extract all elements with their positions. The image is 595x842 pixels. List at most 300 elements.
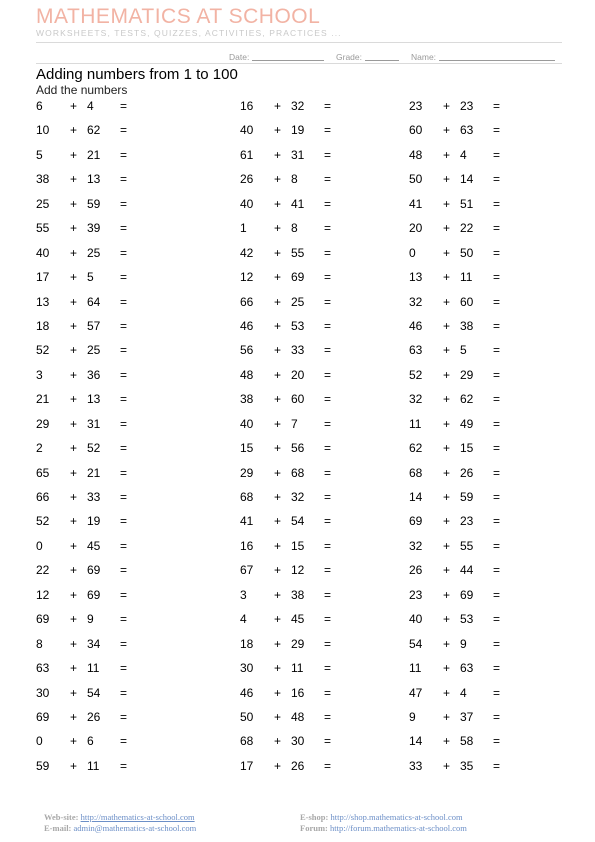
addend-b: 30 xyxy=(291,734,305,749)
equals-sign: = xyxy=(120,490,128,504)
addend-b: 33 xyxy=(87,490,101,504)
addend-a: 41 xyxy=(409,196,423,211)
addend-a: 20 xyxy=(409,221,423,236)
equals-sign: = xyxy=(493,514,501,529)
plus-sign: + xyxy=(443,465,451,480)
plus-sign: + xyxy=(443,709,451,724)
plus-sign: + xyxy=(443,172,451,187)
addend-a: 55 xyxy=(36,221,50,236)
addend-b: 25 xyxy=(87,245,101,260)
grade-field[interactable] xyxy=(336,51,399,62)
addend-b: 8 xyxy=(291,221,298,236)
eshop-label: E-shop: xyxy=(300,812,329,822)
addend-a: 14 xyxy=(409,490,423,504)
addend-a: 67 xyxy=(240,563,254,578)
plus-sign: + xyxy=(70,441,78,456)
addend-b: 31 xyxy=(87,416,101,431)
addend-a: 56 xyxy=(240,343,254,358)
plus-sign: + xyxy=(443,538,451,553)
addend-a: 22 xyxy=(36,563,50,578)
addend-a: 11 xyxy=(409,661,422,676)
plus-sign: + xyxy=(274,245,282,260)
addend-b: 36 xyxy=(87,367,101,382)
addend-a: 23 xyxy=(409,587,423,602)
addend-b: 54 xyxy=(291,514,305,529)
equals-sign: = xyxy=(120,563,128,578)
equals-sign: = xyxy=(324,318,332,333)
addend-b: 5 xyxy=(460,343,467,358)
addend-a: 32 xyxy=(409,538,423,553)
equals-sign: = xyxy=(324,685,332,700)
addend-a: 40 xyxy=(240,123,254,138)
plus-sign: + xyxy=(274,612,282,627)
equals-sign: = xyxy=(120,709,128,724)
addend-b: 63 xyxy=(460,123,474,138)
equals-sign: = xyxy=(493,196,501,211)
email-label: E-mail: xyxy=(44,823,72,833)
plus-sign: + xyxy=(274,661,282,676)
addend-a: 52 xyxy=(409,367,423,382)
plus-sign: + xyxy=(70,147,78,162)
addend-b: 13 xyxy=(87,172,101,187)
equals-sign: = xyxy=(324,465,332,480)
addend-b: 54 xyxy=(87,685,101,700)
addend-b: 15 xyxy=(460,441,474,456)
addend-a: 10 xyxy=(36,123,50,138)
plus-sign: + xyxy=(274,221,282,236)
equals-sign: = xyxy=(493,490,501,504)
addend-b: 32 xyxy=(291,99,305,113)
plus-sign: + xyxy=(443,734,451,749)
addend-b: 32 xyxy=(291,490,305,504)
addend-b: 26 xyxy=(291,758,305,773)
plus-sign: + xyxy=(70,758,78,773)
plus-sign: + xyxy=(70,367,78,382)
addend-a: 12 xyxy=(36,587,50,602)
eshop-link[interactable]: http://shop.mathematics-at-school.com xyxy=(330,812,463,822)
addend-b: 52 xyxy=(87,441,101,456)
addend-b: 50 xyxy=(460,245,474,260)
equals-sign: = xyxy=(324,196,332,211)
addend-b: 60 xyxy=(291,392,305,407)
addend-b: 15 xyxy=(291,538,305,553)
addend-a: 40 xyxy=(240,196,254,211)
addend-b: 60 xyxy=(460,294,474,309)
addend-a: 65 xyxy=(36,465,50,480)
addend-b: 9 xyxy=(87,612,94,627)
addend-b: 4 xyxy=(460,147,467,162)
equals-sign: = xyxy=(120,392,128,407)
addend-a: 69 xyxy=(36,612,50,627)
equals-sign: = xyxy=(493,685,501,700)
footer-right xyxy=(300,812,467,834)
equals-sign: = xyxy=(120,636,128,651)
plus-sign: + xyxy=(443,416,451,431)
addend-a: 3 xyxy=(36,367,43,382)
plus-sign: + xyxy=(274,636,282,651)
addend-a: 30 xyxy=(240,661,254,676)
date-field[interactable] xyxy=(229,51,324,62)
addend-b: 23 xyxy=(460,514,474,529)
plus-sign: + xyxy=(274,123,282,138)
plus-sign: + xyxy=(443,392,451,407)
equals-sign: = xyxy=(493,758,501,773)
plus-sign: + xyxy=(443,221,451,236)
plus-sign: + xyxy=(443,612,451,627)
addend-b: 4 xyxy=(460,685,467,700)
addend-b: 69 xyxy=(87,563,101,578)
plus-sign: + xyxy=(70,123,78,138)
date-blank[interactable] xyxy=(252,51,324,61)
addend-a: 40 xyxy=(36,245,50,260)
plus-sign: + xyxy=(274,538,282,553)
name-label: Name: xyxy=(411,52,437,62)
equals-sign: = xyxy=(324,490,332,504)
equals-sign: = xyxy=(120,367,128,382)
addend-a: 59 xyxy=(36,758,50,773)
addend-b: 63 xyxy=(460,661,474,676)
equals-sign: = xyxy=(493,465,501,480)
addend-b: 11 xyxy=(87,758,100,773)
addend-b: 68 xyxy=(291,465,305,480)
equals-sign: = xyxy=(120,147,128,162)
plus-sign: + xyxy=(274,490,282,504)
plus-sign: + xyxy=(70,343,78,358)
plus-sign: + xyxy=(274,270,282,285)
equals-sign: = xyxy=(493,294,501,309)
equals-sign: = xyxy=(493,123,501,138)
addend-a: 33 xyxy=(409,758,423,773)
addend-b: 14 xyxy=(460,172,474,187)
plus-sign: + xyxy=(70,172,78,187)
brand-tagline: WORKSHEETS, TESTS, QUIZZES, ACTIVITIES, PRACTICES ... xyxy=(36,28,342,38)
equals-sign: = xyxy=(120,294,128,309)
addend-b: 29 xyxy=(460,367,474,382)
addend-a: 29 xyxy=(36,416,50,431)
plus-sign: + xyxy=(70,318,78,333)
equals-sign: = xyxy=(493,245,501,260)
equals-sign: = xyxy=(120,416,128,431)
equals-sign: = xyxy=(120,172,128,187)
addend-b: 19 xyxy=(87,514,101,529)
addend-b: 34 xyxy=(87,636,101,651)
plus-sign: + xyxy=(443,196,451,211)
equals-sign: = xyxy=(493,441,501,456)
equals-sign: = xyxy=(120,612,128,627)
header-divider xyxy=(36,42,562,43)
equals-sign: = xyxy=(324,392,332,407)
grade-blank[interactable] xyxy=(365,51,399,61)
brand-title: MATHEMATICS AT SCHOOL xyxy=(36,5,321,28)
addend-b: 62 xyxy=(460,392,474,407)
addend-b: 5 xyxy=(87,270,94,285)
plus-sign: + xyxy=(274,758,282,773)
worksheet-title: Adding numbers from 1 to 100 xyxy=(36,66,238,83)
plus-sign: + xyxy=(274,196,282,211)
plus-sign: + xyxy=(274,294,282,309)
equals-sign: = xyxy=(324,514,332,529)
plus-sign: + xyxy=(274,734,282,749)
plus-sign: + xyxy=(274,147,282,162)
addend-b: 31 xyxy=(291,147,305,162)
addend-a: 32 xyxy=(409,294,423,309)
equals-sign: = xyxy=(120,587,128,602)
plus-sign: + xyxy=(70,709,78,724)
addend-b: 44 xyxy=(460,563,474,578)
plus-sign: + xyxy=(274,416,282,431)
addend-b: 55 xyxy=(291,245,305,260)
addend-b: 8 xyxy=(291,172,298,187)
equals-sign: = xyxy=(493,99,501,113)
forum-label: Forum: xyxy=(300,823,328,833)
equals-sign: = xyxy=(493,318,501,333)
plus-sign: + xyxy=(70,538,78,553)
addend-b: 22 xyxy=(460,221,474,236)
addend-b: 57 xyxy=(87,318,101,333)
plus-sign: + xyxy=(70,734,78,749)
plus-sign: + xyxy=(443,270,451,285)
addend-b: 26 xyxy=(460,465,474,480)
addend-b: 4 xyxy=(87,99,94,113)
equals-sign: = xyxy=(120,514,128,529)
addend-b: 20 xyxy=(291,367,305,382)
addend-a: 38 xyxy=(36,172,50,187)
addend-b: 35 xyxy=(460,758,474,773)
addend-b: 26 xyxy=(87,709,101,724)
plus-sign: + xyxy=(443,123,451,138)
addend-a: 23 xyxy=(409,99,423,113)
equals-sign: = xyxy=(493,636,501,651)
addend-b: 16 xyxy=(291,685,305,700)
addend-a: 25 xyxy=(36,196,50,211)
name-field[interactable] xyxy=(411,51,555,62)
addend-a: 61 xyxy=(240,147,254,162)
addend-a: 21 xyxy=(36,392,50,407)
addend-a: 18 xyxy=(36,318,50,333)
equals-sign: = xyxy=(324,636,332,651)
equals-sign: = xyxy=(324,587,332,602)
plus-sign: + xyxy=(443,318,451,333)
addend-a: 69 xyxy=(36,709,50,724)
addend-a: 16 xyxy=(240,99,254,113)
equals-sign: = xyxy=(493,172,501,187)
addend-b: 33 xyxy=(291,343,305,358)
addend-b: 41 xyxy=(291,196,305,211)
addend-a: 62 xyxy=(409,441,423,456)
equals-sign: = xyxy=(120,465,128,480)
plus-sign: + xyxy=(443,587,451,602)
plus-sign: + xyxy=(70,612,78,627)
plus-sign: + xyxy=(274,587,282,602)
equals-sign: = xyxy=(120,245,128,260)
equals-sign: = xyxy=(120,123,128,138)
addend-a: 50 xyxy=(409,172,423,187)
plus-sign: + xyxy=(443,661,451,676)
equals-sign: = xyxy=(120,758,128,773)
addend-b: 6 xyxy=(87,734,94,749)
equals-sign: = xyxy=(324,563,332,578)
addend-b: 62 xyxy=(87,123,101,138)
equals-sign: = xyxy=(120,441,128,456)
equals-sign: = xyxy=(493,343,501,358)
equals-sign: = xyxy=(493,221,501,236)
addend-a: 6 xyxy=(36,99,43,113)
addend-a: 30 xyxy=(36,685,50,700)
plus-sign: + xyxy=(274,709,282,724)
plus-sign: + xyxy=(443,367,451,382)
addend-a: 4 xyxy=(240,612,247,627)
addend-a: 13 xyxy=(36,294,50,309)
email-link[interactable]: admin@mathematics-at-school.com xyxy=(73,823,197,833)
addend-b: 51 xyxy=(460,196,474,211)
plus-sign: + xyxy=(70,490,78,504)
addend-b: 38 xyxy=(460,318,474,333)
plus-sign: + xyxy=(70,294,78,309)
plus-sign: + xyxy=(443,294,451,309)
addend-b: 48 xyxy=(291,709,305,724)
equals-sign: = xyxy=(324,734,332,749)
plus-sign: + xyxy=(70,465,78,480)
addend-b: 13 xyxy=(87,392,101,407)
addend-b: 38 xyxy=(291,587,305,602)
equals-sign: = xyxy=(324,367,332,382)
addend-a: 54 xyxy=(409,636,423,651)
equals-sign: = xyxy=(493,367,501,382)
equals-sign: = xyxy=(324,270,332,285)
equals-sign: = xyxy=(493,270,501,285)
plus-sign: + xyxy=(443,490,451,504)
plus-sign: + xyxy=(443,563,451,578)
addend-a: 12 xyxy=(240,270,254,285)
plus-sign: + xyxy=(443,685,451,700)
addend-a: 2 xyxy=(36,441,43,456)
addend-a: 68 xyxy=(409,465,423,480)
addend-a: 15 xyxy=(240,441,254,456)
worksheet-instruction: Add the numbers xyxy=(36,83,128,97)
plus-sign: + xyxy=(274,465,282,480)
addend-a: 41 xyxy=(240,514,254,529)
equals-sign: = xyxy=(324,758,332,773)
plus-sign: + xyxy=(70,392,78,407)
addend-b: 29 xyxy=(291,636,305,651)
addend-a: 66 xyxy=(36,490,50,504)
website-link[interactable]: http://mathematics-at-school.com xyxy=(80,812,195,822)
equals-sign: = xyxy=(493,392,501,407)
equals-sign: = xyxy=(120,734,128,749)
addend-a: 46 xyxy=(409,318,423,333)
plus-sign: + xyxy=(443,441,451,456)
addend-a: 63 xyxy=(409,343,423,358)
addend-a: 47 xyxy=(409,685,423,700)
addend-a: 5 xyxy=(36,147,43,162)
addend-b: 7 xyxy=(291,416,298,431)
plus-sign: + xyxy=(443,245,451,260)
addend-b: 59 xyxy=(87,196,101,211)
plus-sign: + xyxy=(70,416,78,431)
addend-a: 0 xyxy=(409,245,416,260)
date-label: Date: xyxy=(229,52,250,62)
plus-sign: + xyxy=(70,99,78,113)
name-blank[interactable] xyxy=(439,51,555,61)
addend-a: 68 xyxy=(240,490,254,504)
addend-a: 16 xyxy=(240,538,254,553)
plus-sign: + xyxy=(70,661,78,676)
plus-sign: + xyxy=(443,343,451,358)
equals-sign: = xyxy=(120,270,128,285)
equals-sign: = xyxy=(120,685,128,700)
addend-a: 0 xyxy=(36,734,43,749)
equals-sign: = xyxy=(120,196,128,211)
addend-a: 14 xyxy=(409,734,423,749)
plus-sign: + xyxy=(70,270,78,285)
plus-sign: + xyxy=(70,636,78,651)
equals-sign: = xyxy=(493,147,501,162)
plus-sign: + xyxy=(70,514,78,529)
equals-sign: = xyxy=(120,99,128,113)
addend-b: 25 xyxy=(291,294,305,309)
equals-sign: = xyxy=(493,416,501,431)
equals-sign: = xyxy=(324,147,332,162)
addend-a: 0 xyxy=(36,538,43,553)
addend-a: 3 xyxy=(240,587,247,602)
plus-sign: + xyxy=(274,172,282,187)
plus-sign: + xyxy=(70,245,78,260)
plus-sign: + xyxy=(443,636,451,651)
equals-sign: = xyxy=(493,612,501,627)
equals-sign: = xyxy=(324,123,332,138)
plus-sign: + xyxy=(443,147,451,162)
addend-b: 59 xyxy=(460,490,474,504)
addend-a: 46 xyxy=(240,685,254,700)
addend-a: 52 xyxy=(36,514,50,529)
addend-a: 46 xyxy=(240,318,254,333)
plus-sign: + xyxy=(443,514,451,529)
addend-b: 9 xyxy=(460,636,467,651)
addend-b: 39 xyxy=(87,221,101,236)
equals-sign: = xyxy=(120,221,128,236)
addend-a: 13 xyxy=(409,270,423,285)
addend-a: 40 xyxy=(240,416,254,431)
addend-b: 45 xyxy=(87,538,101,553)
equals-sign: = xyxy=(324,172,332,187)
equals-sign: = xyxy=(324,612,332,627)
forum-link[interactable]: http://forum.mathematics-at-school.com xyxy=(329,823,467,833)
addend-a: 68 xyxy=(240,734,254,749)
addend-a: 17 xyxy=(36,270,50,285)
equals-sign: = xyxy=(120,661,128,676)
plus-sign: + xyxy=(274,343,282,358)
equals-sign: = xyxy=(324,245,332,260)
addend-b: 53 xyxy=(291,318,305,333)
addend-a: 48 xyxy=(409,147,423,162)
plus-sign: + xyxy=(70,196,78,211)
plus-sign: + xyxy=(274,441,282,456)
equals-sign: = xyxy=(120,318,128,333)
addend-b: 11 xyxy=(87,661,100,676)
plus-sign: + xyxy=(70,563,78,578)
addend-b: 21 xyxy=(87,147,101,162)
addend-a: 50 xyxy=(240,709,254,724)
equals-sign: = xyxy=(324,661,332,676)
equals-sign: = xyxy=(120,343,128,358)
addend-a: 8 xyxy=(36,636,43,651)
equals-sign: = xyxy=(493,563,501,578)
equals-sign: = xyxy=(324,99,332,113)
addend-a: 52 xyxy=(36,343,50,358)
addend-b: 53 xyxy=(460,612,474,627)
addend-a: 17 xyxy=(240,758,254,773)
equals-sign: = xyxy=(493,538,501,553)
